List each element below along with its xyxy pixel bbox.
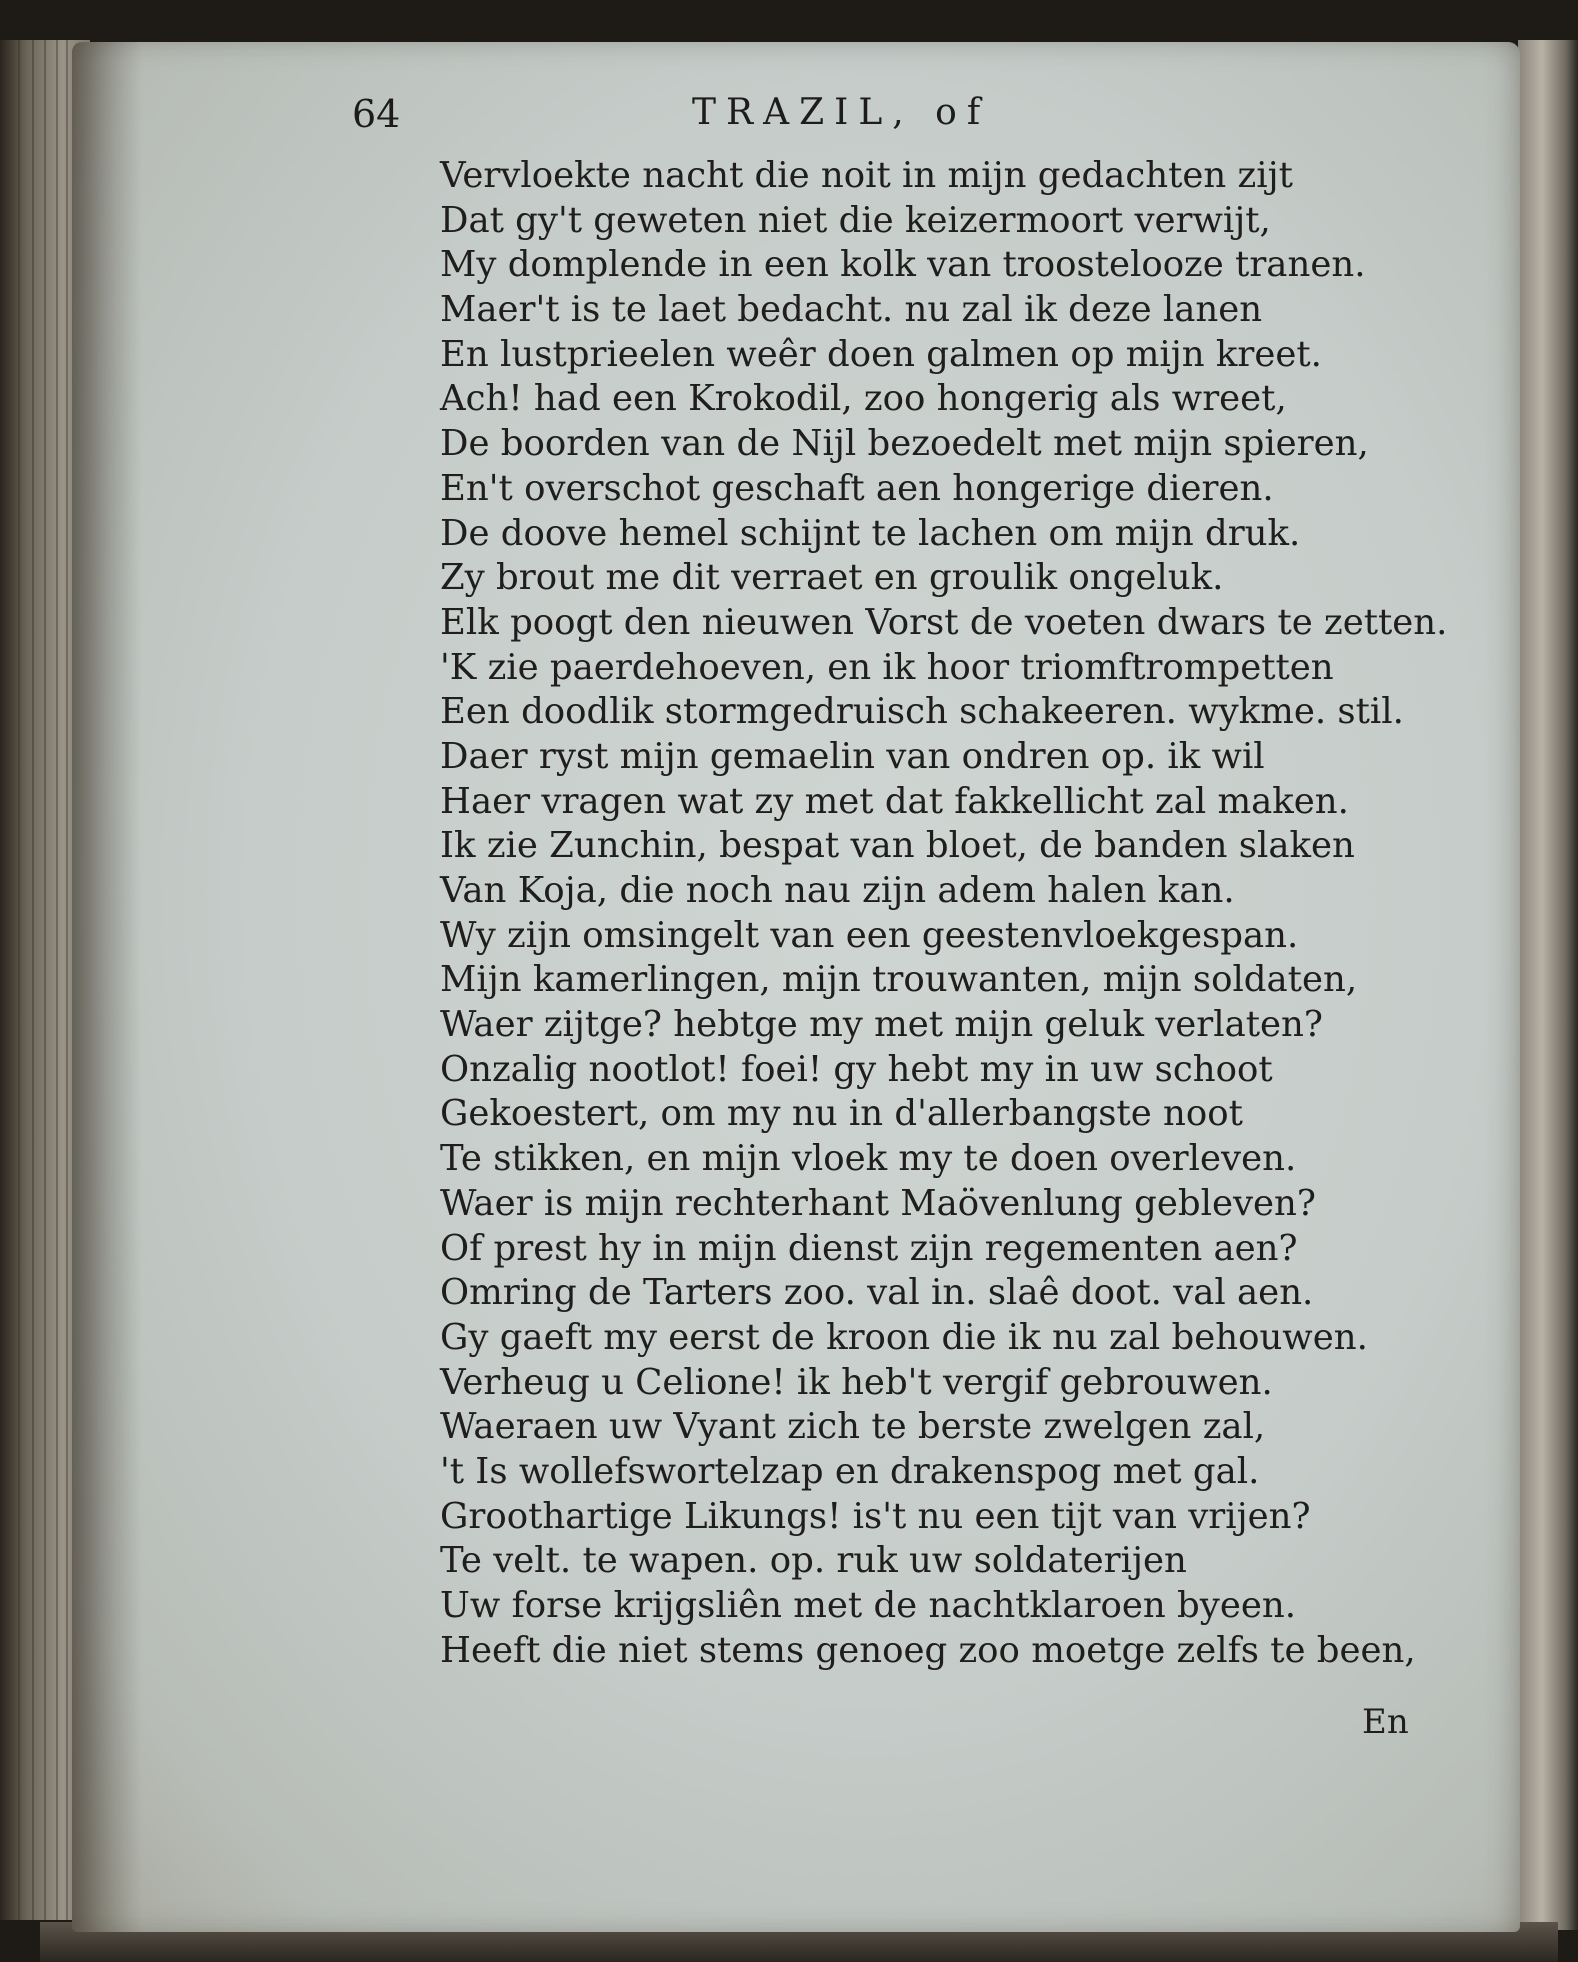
verse-line: Dat gy't geweten niet die keizermoort verwijt, xyxy=(440,199,1271,241)
running-title: TRAZIL, of xyxy=(692,92,991,133)
verse-line: Te velt. te wapen. op. ruk uw soldaterijen xyxy=(440,1540,1187,1582)
verse-line: Vervloekte nacht die noit in mijn gedachten zijt xyxy=(440,155,1293,196)
verse-line: Onzalig nootlot! foei! gy hebt my in uw schoot xyxy=(440,1048,1273,1090)
page-number: 64 xyxy=(352,92,401,136)
verse-line: Waeraen uw Vyant zich te berste zwelgen zal, xyxy=(440,1406,1266,1448)
verse-line: Uw forse krijgsliên met de nachtklaroen byeen. xyxy=(440,1585,1296,1626)
verse-line: Maer't is te laet bedacht. nu zal ik deze lanen xyxy=(440,289,1263,331)
verse-line: Heeft die niet stems genoeg zoo moetge zelfs te been, xyxy=(440,1629,1416,1671)
verse-line: Mijn kamerlingen, mijn trouwanten, mijn soldaten, xyxy=(440,959,1358,1001)
verse-line: Ach! had een Krokodil, zoo hongerig als wreet, xyxy=(440,378,1287,420)
gutter-shadow xyxy=(72,42,142,1932)
verse-line: Een doodlik stormgedruisch schakeeren. wykme. stil. xyxy=(440,691,1404,733)
verse-line: Verheug u Celione! ik heb't vergif gebrouwen. xyxy=(440,1361,1273,1403)
verse-line: Daer ryst mijn gemaelin van ondren op. ik wil xyxy=(440,735,1265,777)
verse-line: Zy brout me dit verraet en groulik ongeluk. xyxy=(440,557,1224,599)
verse-line: Groothartige Likungs! is't nu een tijt van vrijen? xyxy=(440,1495,1311,1537)
verse-line: Waer is mijn rechterhant Maövenlung gebleven? xyxy=(440,1182,1316,1224)
verse-line: En lustprieelen weêr doen galmen op mijn kreet. xyxy=(440,333,1322,375)
book-page xyxy=(72,42,1520,1932)
verse-line: Wy zijn omsingelt van een geestenvloekgespan. xyxy=(440,914,1299,956)
verse-line: Waer zijtge? hebtge my met mijn geluk verlaten? xyxy=(440,1004,1323,1046)
verse-line: Haer vragen wat zy met dat fakkellicht zal maken. xyxy=(440,780,1349,822)
verse-line: En't overschot geschaft aen hongerige dieren. xyxy=(440,467,1274,509)
verse-line: Te stikken, en mijn vloek my te doen overleven. xyxy=(440,1138,1297,1180)
verse-line: De boorden van de Nijl bezoedelt met mijn spieren, xyxy=(440,423,1369,465)
verse-line: De doove hemel schijnt te lachen om mijn druk. xyxy=(440,512,1301,554)
verse-line: Van Koja, die noch nau zijn adem halen kan. xyxy=(440,870,1235,911)
verse-line: Omring de Tarters zoo. val in. slaê doot. val aen. xyxy=(440,1272,1314,1314)
verse-line: 'K zie paerdehoeven, en ik hoor triomftrompetten xyxy=(440,646,1334,688)
verse-line: My domplende in een kolk van troostelooze tranen. xyxy=(440,244,1366,286)
book-page-edges-right xyxy=(1518,40,1578,1930)
verse-line: Elk poogt den nieuwen Vorst de voeten dwars te zetten. xyxy=(440,601,1448,643)
catchword: En xyxy=(1362,1702,1409,1742)
verse-line: Of prest hy in mijn dienst zijn regementen aen? xyxy=(440,1227,1298,1269)
verse-line: Gekoestert, om my nu in d'allerbangste noot xyxy=(440,1093,1243,1135)
verse-line: Gy gaeft my eerst de kroon die ik nu zal behouwen. xyxy=(440,1316,1368,1358)
verse-line: Ik zie Zunchin, bespat van bloet, de banden slaken xyxy=(440,825,1355,867)
verse-line: 't Is wollefswortelzap en drakenspog met gal. xyxy=(440,1450,1260,1492)
running-head xyxy=(72,92,1520,152)
verse-text xyxy=(440,154,1480,1673)
